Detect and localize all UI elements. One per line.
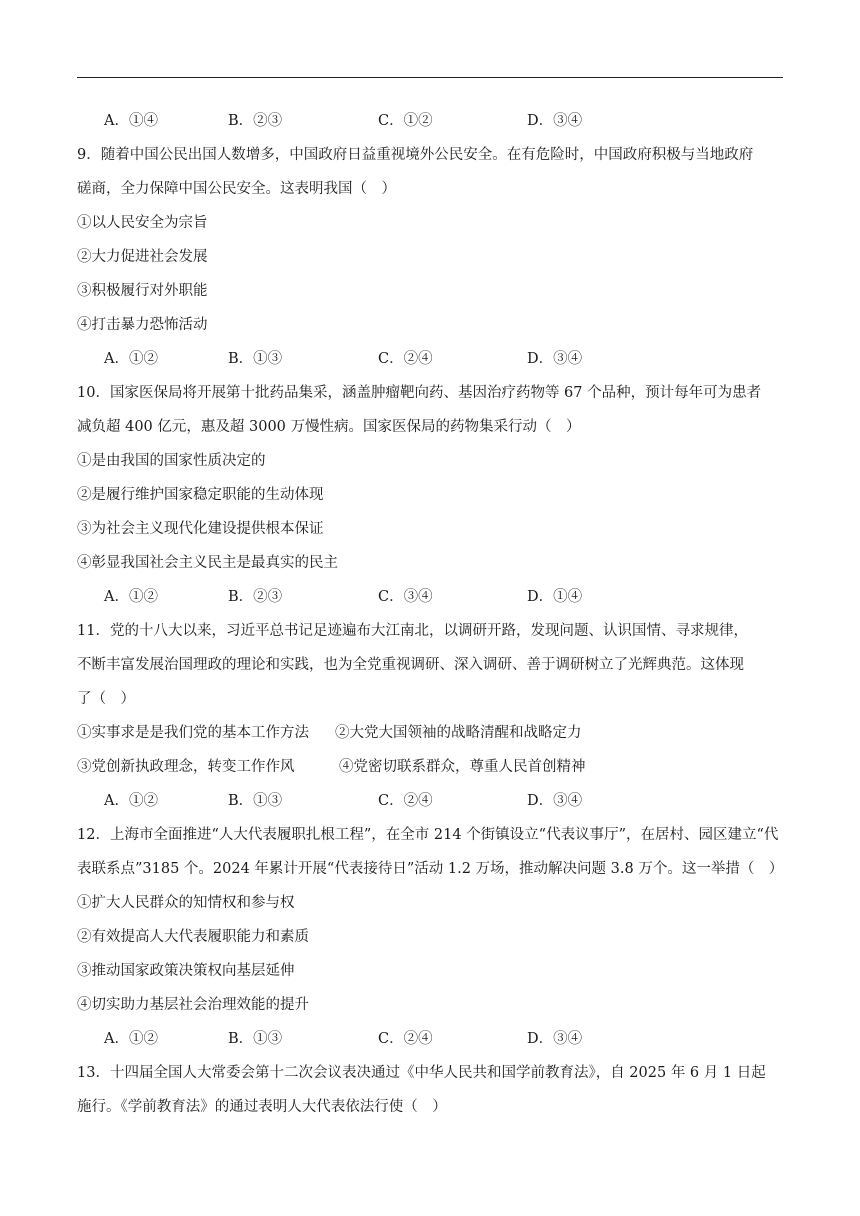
- q8-option-b[interactable]: B．②③: [228, 113, 283, 129]
- q11-item-3: ③党创新执政理念，转变工作作风: [77, 759, 295, 775]
- q9-item-3: ③积极履行对外职能: [77, 283, 208, 299]
- q12-options: [77, 1022, 783, 1056]
- q11-option-c[interactable]: C．②④: [378, 793, 433, 809]
- q10-stem-line-1: 10．国家医保局将开展第十批药品集采，涵盖肿瘤靶向药、基因治疗药物等 67 个品种，预计每年可为患者: [77, 385, 762, 401]
- q12-stem-line-2: 表联系点”3185 个。2024 年累计开展“代表接待日”活动 1.2 万场，推动解决问题 3.8 万个。这一举措（ ）: [77, 861, 784, 877]
- q11-items-row-1: [77, 716, 783, 750]
- q10-option-d[interactable]: D．①④: [527, 589, 583, 605]
- q10-option-a[interactable]: A．①②: [104, 589, 158, 605]
- q10-item-2: ②是履行维护国家稳定职能的生动体现: [77, 487, 324, 503]
- q11-options: [77, 784, 783, 818]
- q10-option-b[interactable]: B．②③: [228, 589, 283, 605]
- q10-stem-line-2: 减负超 400 亿元，惠及超 3000 万慢性病。国家医保局的药物集采行动（ ）: [77, 419, 581, 435]
- q9-option-d[interactable]: D．③④: [527, 351, 583, 367]
- q8-options: [77, 104, 783, 138]
- q11-option-a[interactable]: A．①②: [104, 793, 158, 809]
- q12-option-d[interactable]: D．③④: [527, 1031, 583, 1047]
- q12-option-c[interactable]: C．②④: [378, 1031, 433, 1047]
- q11-item-4: ④党密切联系群众，尊重人民首创精神: [339, 759, 586, 775]
- q10-item-4: ④彰显我国社会主义民主是最真实的民主: [77, 555, 338, 571]
- q9-option-c[interactable]: C．②④: [378, 351, 433, 367]
- q12-item-1: ①扩大人民群众的知情权和参与权: [77, 895, 295, 911]
- q11-item-2: ②大党大国领袖的战略清醒和战略定力: [335, 725, 582, 741]
- q11-option-b[interactable]: B．①③: [228, 793, 283, 809]
- q9-option-a[interactable]: A．①②: [104, 351, 158, 367]
- q10-options: [77, 580, 783, 614]
- q11-stem-line-2: 不断丰富发展治国理政的理论和实践，也为全党重视调研、深入调研、善于调研树立了光辉典范。这体现: [77, 657, 744, 673]
- q10-option-c[interactable]: C．③④: [378, 589, 433, 605]
- q9-item-4: ④打击暴力恐怖活动: [77, 317, 208, 333]
- q11-item-1: ①实事求是是我们党的基本工作方法: [77, 725, 309, 741]
- q11-stem-line-3: 了（ ）: [77, 691, 135, 707]
- q12-item-2: ②有效提高人大代表履职能力和素质: [77, 929, 309, 945]
- exam-page-content: [77, 104, 783, 1124]
- q12-option-a[interactable]: A．①②: [104, 1031, 158, 1047]
- q9-item-2: ②大力促进社会发展: [77, 249, 208, 265]
- q10-item-1: ①是由我国的国家性质决定的: [77, 453, 266, 469]
- q12-item-4: ④切实助力基层社会治理效能的提升: [77, 997, 309, 1013]
- q9-options: [77, 342, 783, 376]
- q12-option-b[interactable]: B．①③: [228, 1031, 283, 1047]
- q11-stem-line-1: 11．党的十八大以来，习近平总书记足迹遍布大江南北，以调研开路，发现问题、认识国情、寻求规律，: [77, 623, 748, 639]
- q11-option-d[interactable]: D．③④: [527, 793, 583, 809]
- q9-item-1: ①以人民安全为宗旨: [77, 215, 208, 231]
- q8-option-c[interactable]: C．①②: [378, 113, 433, 129]
- q8-option-a[interactable]: A．①④: [104, 113, 158, 129]
- q12-item-3: ③推动国家政策决策权向基层延伸: [77, 963, 295, 979]
- q8-option-d[interactable]: D．③④: [527, 113, 583, 129]
- q12-stem-line-1: 12．上海市全面推进“人大代表履职扎根工程”，在全市 214 个街镇设立“代表议事厅”，在居村、园区建立“代: [77, 827, 779, 843]
- q13-stem-line-2: 施行。《学前教育法》的通过表明人大代表依法行使（ ）: [77, 1099, 447, 1115]
- q9-stem-line-1: 9．随着中国公民出国人数增多，中国政府日益重视境外公民安全。在有危险时，中国政府积极与当地政府: [77, 147, 754, 163]
- q11-items-row-2: [77, 750, 783, 784]
- q9-stem-line-2: 磋商，全力保障中国公民安全。这表明我国（ ）: [77, 181, 396, 197]
- header-rule: [77, 77, 783, 78]
- q9-option-b[interactable]: B．①③: [228, 351, 283, 367]
- q13-stem-line-1: 13．十四届全国人大常委会第十二次会议表决通过《中华人民共和国学前教育法》，自 2025 年 6 月 1 日起: [77, 1065, 766, 1081]
- q10-item-3: ③为社会主义现代化建设提供根本保证: [77, 521, 324, 537]
